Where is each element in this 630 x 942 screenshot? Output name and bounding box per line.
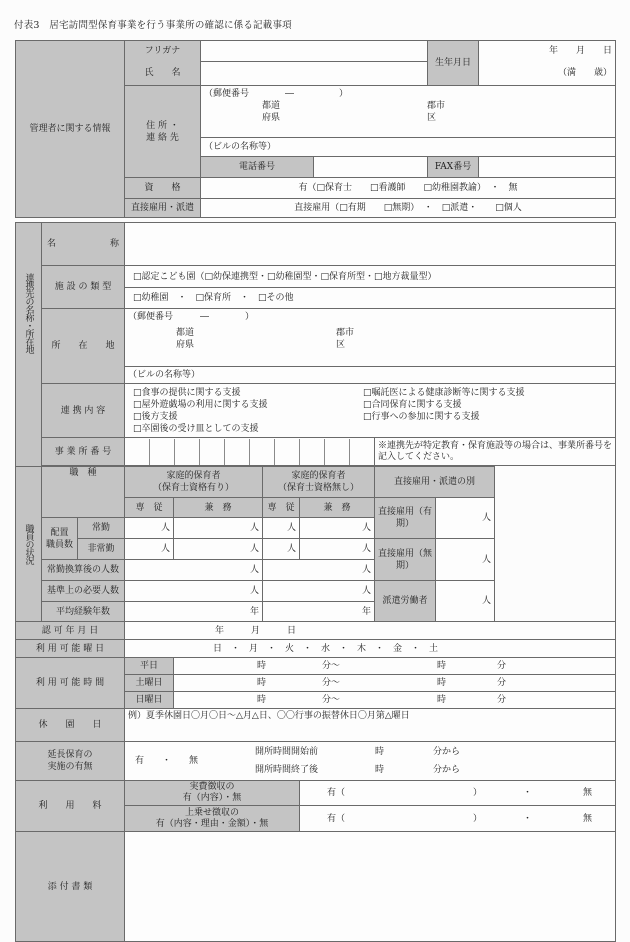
- partner-section-label: 連携先の名称・所在地: [16, 223, 42, 467]
- partner-building-field[interactable]: （ビルの名称等）: [125, 367, 616, 384]
- postal-code-field[interactable]: （郵便番号 ― ）: [204, 89, 349, 99]
- col-qualified-header: 家庭的保育者 （保育士資格有り）: [125, 467, 263, 498]
- extra-charge-label: 上乗せ徴収の 有（内容・理由・金額）・無: [125, 806, 300, 832]
- qualified-full-header: 専 従: [125, 498, 174, 518]
- nonregular-label: 非常勤: [78, 539, 125, 560]
- facility-type-label: 施 設 の 類 型: [42, 266, 125, 309]
- digit-box[interactable]: [350, 439, 374, 465]
- address-label-line1: 住 所 ・: [146, 120, 179, 131]
- name-input[interactable]: [201, 62, 428, 86]
- partner-city-2: 区: [336, 340, 346, 350]
- fee-label: 利 用 料: [16, 781, 125, 832]
- u-experience-input[interactable]: 年: [263, 602, 375, 622]
- attachments-label: 添 付 書 類: [16, 832, 125, 942]
- manager-section-label: 管理者に関する情報: [16, 41, 125, 218]
- facility-type-options-1[interactable]: □認定こども園（□幼保連携型・□幼稚園型・□保育所型・□地方裁量型）: [125, 266, 616, 288]
- digit-box[interactable]: [250, 439, 275, 465]
- sunday-hours-input[interactable]: 時 分～ 時 分: [174, 692, 616, 709]
- attachments-input[interactable]: [125, 832, 616, 942]
- address-label-line2: 連 絡 先: [146, 132, 179, 143]
- coop-option-graduation[interactable]: □卒園後の受け皿としての支援: [133, 423, 259, 434]
- facility-type-options-2[interactable]: □幼稚園 ・ □保育所 ・ □その他: [125, 288, 616, 309]
- direct-indef-label: 直接雇用（無期）: [375, 539, 436, 581]
- age-input[interactable]: （満 歳）: [479, 62, 616, 86]
- q-full-nonregular[interactable]: 人: [125, 539, 174, 560]
- partner-city-1: 郡市: [336, 328, 355, 338]
- coop-option-events[interactable]: □行事への参加に関する支援: [363, 411, 480, 422]
- q-full-regular[interactable]: 人: [125, 518, 174, 539]
- regular-label: 常勤: [78, 518, 125, 539]
- direct-fixed-input[interactable]: 人: [436, 498, 495, 539]
- furigana-label: フリガナ: [125, 41, 201, 62]
- qualification-label: 資 格: [125, 178, 201, 199]
- experience-label: 平均経験年数: [42, 602, 125, 622]
- staff-section-label: 職員の状況: [16, 467, 42, 622]
- coop-option-backup[interactable]: □後方支援: [133, 411, 178, 422]
- u-part-regular[interactable]: 人: [300, 518, 375, 539]
- closed-days-input[interactable]: 例）夏季休園日〇月〇日～△月△日、〇〇行事の振替休日〇月第△曜日: [125, 709, 616, 742]
- weekday-label: 平日: [125, 658, 174, 675]
- extended-care-input[interactable]: 有 ・ 無 開所時間開始前 時 分から 開所時間終了後 時 分から: [125, 742, 616, 781]
- city-label-1: 郡市: [427, 101, 446, 111]
- partner-name-input[interactable]: [125, 223, 616, 266]
- col-unqualified-header: 家庭的保育者 （保育士資格無し）: [263, 467, 375, 498]
- qualified-part-header: 兼 務: [174, 498, 263, 518]
- phone-label: 電話番号: [201, 157, 314, 178]
- fte-label: 常勤換算後の人数: [42, 560, 125, 581]
- required-label: 基準上の必要人数: [42, 581, 125, 602]
- registration-form: [15, 40, 616, 218]
- actual-cost-input[interactable]: 有（ ） ・ 無: [300, 781, 616, 806]
- form-title: 付表3 居宅訪問型保育事業を行う事業所の確認に係る記載事項: [14, 20, 292, 31]
- extra-charge-input[interactable]: 有（ ） ・ 無: [300, 806, 616, 832]
- office-number-label: 事 業 所 番 号: [42, 438, 125, 466]
- employment-options[interactable]: 直接雇用（□有期 □無期） ・ □派遣・ □個人: [201, 199, 616, 218]
- extended-care-label: 延長保育の 実施の有無: [16, 742, 125, 781]
- placed-staff-label: 配置 職員数: [42, 518, 78, 560]
- name-label: 氏 名: [125, 62, 201, 86]
- prefecture-label-1: 都道: [262, 101, 281, 111]
- qualification-options[interactable]: 有（□保育士 □看護師 □幼稚園教諭） ・ 無: [201, 178, 616, 199]
- u-full-nonregular[interactable]: 人: [263, 539, 300, 560]
- coop-option-doctor[interactable]: □嘱託医による健康診断等に関する支援: [363, 387, 525, 398]
- q-fte-input[interactable]: 人: [125, 560, 263, 581]
- closed-days-label: 休 園 日: [16, 709, 125, 742]
- office-number-note: ※連携先が特定教育・保育施設等の場合は、事業所番号を記入してください。: [375, 438, 616, 466]
- partner-pref-1: 都道: [176, 328, 195, 338]
- available-days-options[interactable]: 日 ・ 月 ・ 火 ・ 水 ・ 木 ・ 金 ・ 土: [125, 640, 616, 658]
- phone-input[interactable]: [314, 157, 428, 178]
- birthdate-input[interactable]: 年 月 日: [479, 41, 616, 62]
- birthdate-label: 生年月日: [428, 41, 479, 86]
- sunday-label: 日曜日: [125, 692, 174, 709]
- building-name-field[interactable]: （ビルの名称等）: [201, 138, 616, 157]
- digit-box[interactable]: [150, 439, 175, 465]
- u-required-input[interactable]: 人: [263, 581, 375, 602]
- unqualified-part-header: 兼 務: [300, 498, 375, 518]
- registration-form-lower: [15, 222, 616, 942]
- u-part-nonregular[interactable]: 人: [300, 539, 375, 560]
- digit-box[interactable]: [175, 439, 200, 465]
- cooperation-content-label: 連 携 内 容: [42, 384, 125, 438]
- partner-pref-2: 府県: [176, 340, 195, 350]
- dispatch-label: 派遣労働者: [375, 581, 436, 622]
- fax-label: FAX番号: [428, 157, 479, 178]
- unqualified-full-header: 専 従: [263, 498, 300, 518]
- address-label: [125, 86, 201, 178]
- digit-box[interactable]: [200, 439, 225, 465]
- extended-yes-no[interactable]: 有 ・ 無: [135, 756, 199, 766]
- u-full-regular[interactable]: 人: [263, 518, 300, 539]
- location-input[interactable]: [125, 309, 616, 367]
- employment-label: 直接雇用・派遣: [125, 199, 201, 218]
- location-label: 所 在 地: [42, 309, 125, 384]
- partner-name-label: 名 称: [42, 223, 125, 266]
- coop-option-meals[interactable]: □食事の提供に関する支援: [133, 387, 241, 398]
- address-input[interactable]: [201, 86, 616, 138]
- available-hours-label: 利 用 可 能 時 間: [16, 658, 125, 709]
- partner-postal-field[interactable]: （郵便番号 ― ）: [128, 312, 255, 322]
- coop-option-playground[interactable]: □屋外遊戯場の利用に関する支援: [133, 399, 268, 410]
- direct-fixed-label: 直接雇用（有期）: [375, 498, 436, 539]
- q-part-nonregular[interactable]: 人: [174, 539, 263, 560]
- approval-date-label: 認 可 年 月 日: [16, 622, 125, 640]
- q-experience-input[interactable]: 年: [125, 602, 263, 622]
- coop-option-joint[interactable]: □合同保育に関する支援: [363, 399, 462, 410]
- digit-box[interactable]: [125, 439, 150, 465]
- office-number-boxes[interactable]: [125, 438, 375, 466]
- digit-box[interactable]: [300, 439, 325, 465]
- employment-type-header: 直接雇用・派遣の別: [375, 467, 495, 498]
- prefecture-label-2: 府県: [262, 113, 281, 123]
- approval-date-input[interactable]: 年 月 日: [125, 622, 616, 640]
- q-required-input[interactable]: 人: [125, 581, 263, 602]
- q-part-regular[interactable]: 人: [174, 518, 263, 539]
- dispatch-input[interactable]: 人: [436, 581, 495, 622]
- fax-input[interactable]: [479, 157, 616, 178]
- available-days-label: 利 用 可 能 曜 日: [16, 640, 125, 658]
- saturday-hours-input[interactable]: 時 分～ 時 分: [174, 675, 616, 692]
- digit-box[interactable]: [325, 439, 350, 465]
- direct-indef-input[interactable]: 人: [436, 539, 495, 581]
- u-fte-input[interactable]: 人: [263, 560, 375, 581]
- saturday-label: 土曜日: [125, 675, 174, 692]
- digit-box[interactable]: [225, 439, 250, 465]
- weekday-hours-input[interactable]: 時 分～ 時 分: [174, 658, 616, 675]
- cooperation-content-options[interactable]: [125, 384, 616, 438]
- digit-box[interactable]: [275, 439, 300, 465]
- actual-cost-label: 実費徴収の 有（内容）・無: [125, 781, 300, 806]
- furigana-input[interactable]: [201, 41, 428, 62]
- job-type-label: 職 種: [42, 467, 125, 518]
- city-label-2: 区: [427, 113, 437, 123]
